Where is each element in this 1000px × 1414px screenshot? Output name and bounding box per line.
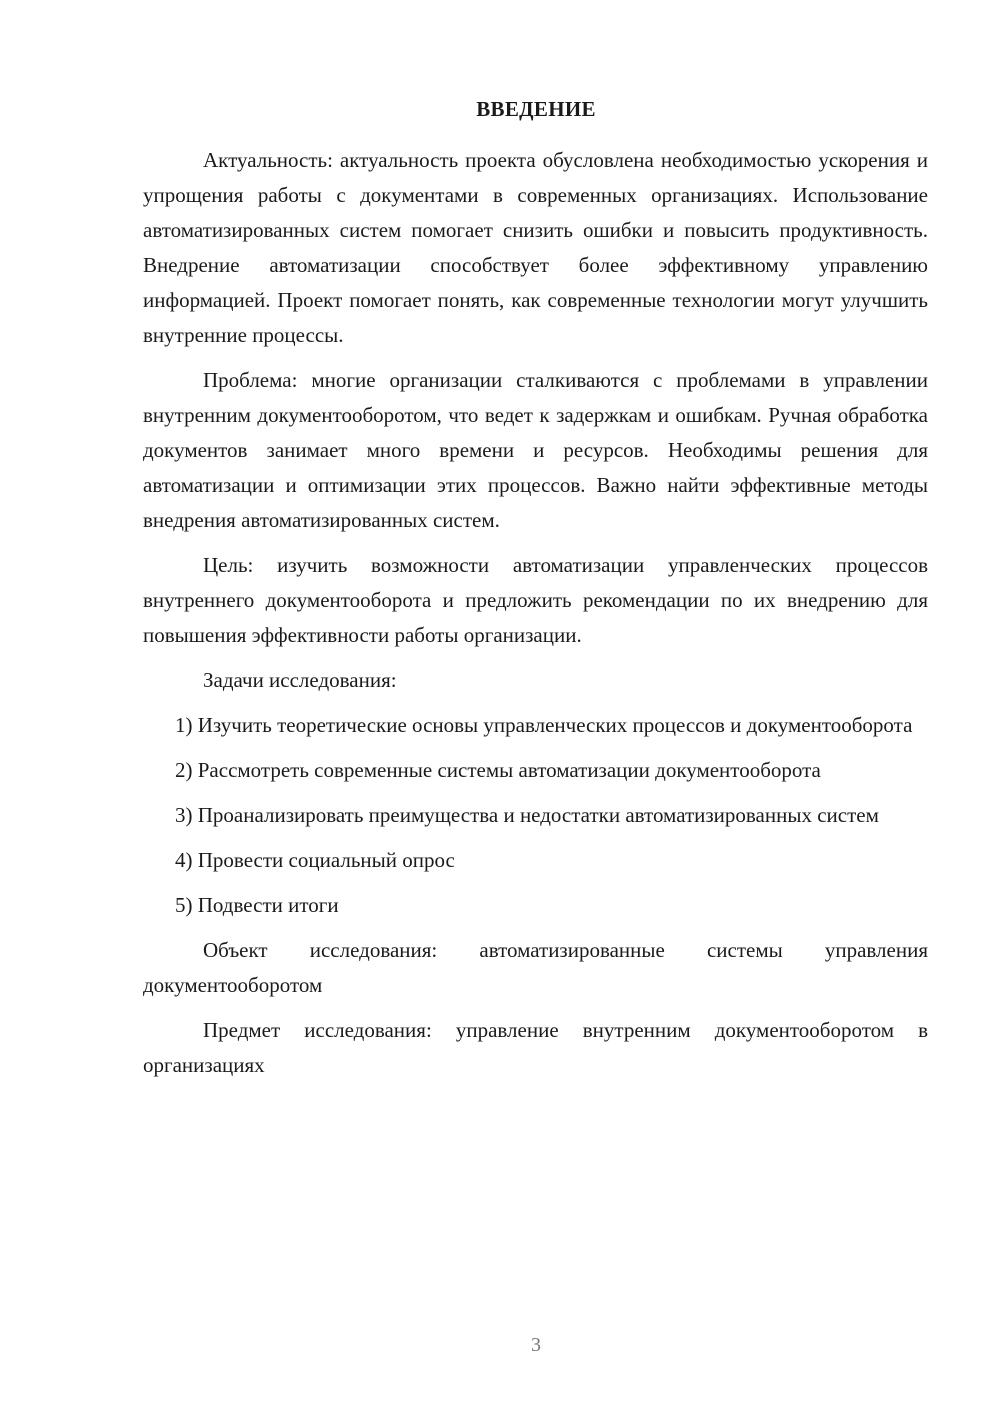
research-object-paragraph: Объект исследования: автоматизированные системы управления документооборотом bbox=[143, 938, 928, 997]
goal-paragraph: Цель: изучить возможности автоматизации управленческих процессов внутреннего документооборота и предложить рекомендации по их внедрению для повышения эффективности работы организации. bbox=[143, 553, 928, 647]
relevance-paragraph: Актуальность: актуальность проекта обусловлена необходимостью ускорения и упрощения работы с документами в современных организациях. Использование автоматизированных систем помогает снизить ошибки и повысить продуктивность. Внедрение автоматизации способствует более эффективному управлению информацией. Проект помогает понять, как современные технологии могут улучшить внутренние процессы. bbox=[143, 148, 928, 347]
tasks-heading: Задачи исследования: bbox=[203, 668, 397, 692]
problem-paragraph: Проблема: многие организации сталкиваются с проблемами в управлении внутренним документооборотом, что ведет к задержкам и ошибкам. Ручная обработка документов занимает много времени и ресурсов. Необходимы решения для автоматизации и оптимизации этих процессов. Важно найти эффективные методы внедрения автоматизированных систем. bbox=[143, 368, 928, 532]
task-item: 3) Проанализировать преимущества и недостатки автоматизированных систем bbox=[175, 803, 879, 827]
task-item: 2) Рассмотреть современные системы автоматизации документооборота bbox=[175, 758, 821, 782]
page-title: ВВЕДЕНИЕ bbox=[476, 97, 596, 121]
task-item: 1) Изучить теоретические основы управленческих процессов и документооборота bbox=[175, 713, 913, 737]
research-subject-paragraph: Предмет исследования: управление внутренним документооборотом в организациях bbox=[143, 1018, 928, 1077]
document-body bbox=[143, 143, 928, 1093]
page-number: 3 bbox=[531, 1334, 541, 1356]
task-item: 5) Подвести итоги bbox=[175, 893, 339, 917]
task-item: 4) Провести социальный опрос bbox=[175, 848, 455, 872]
